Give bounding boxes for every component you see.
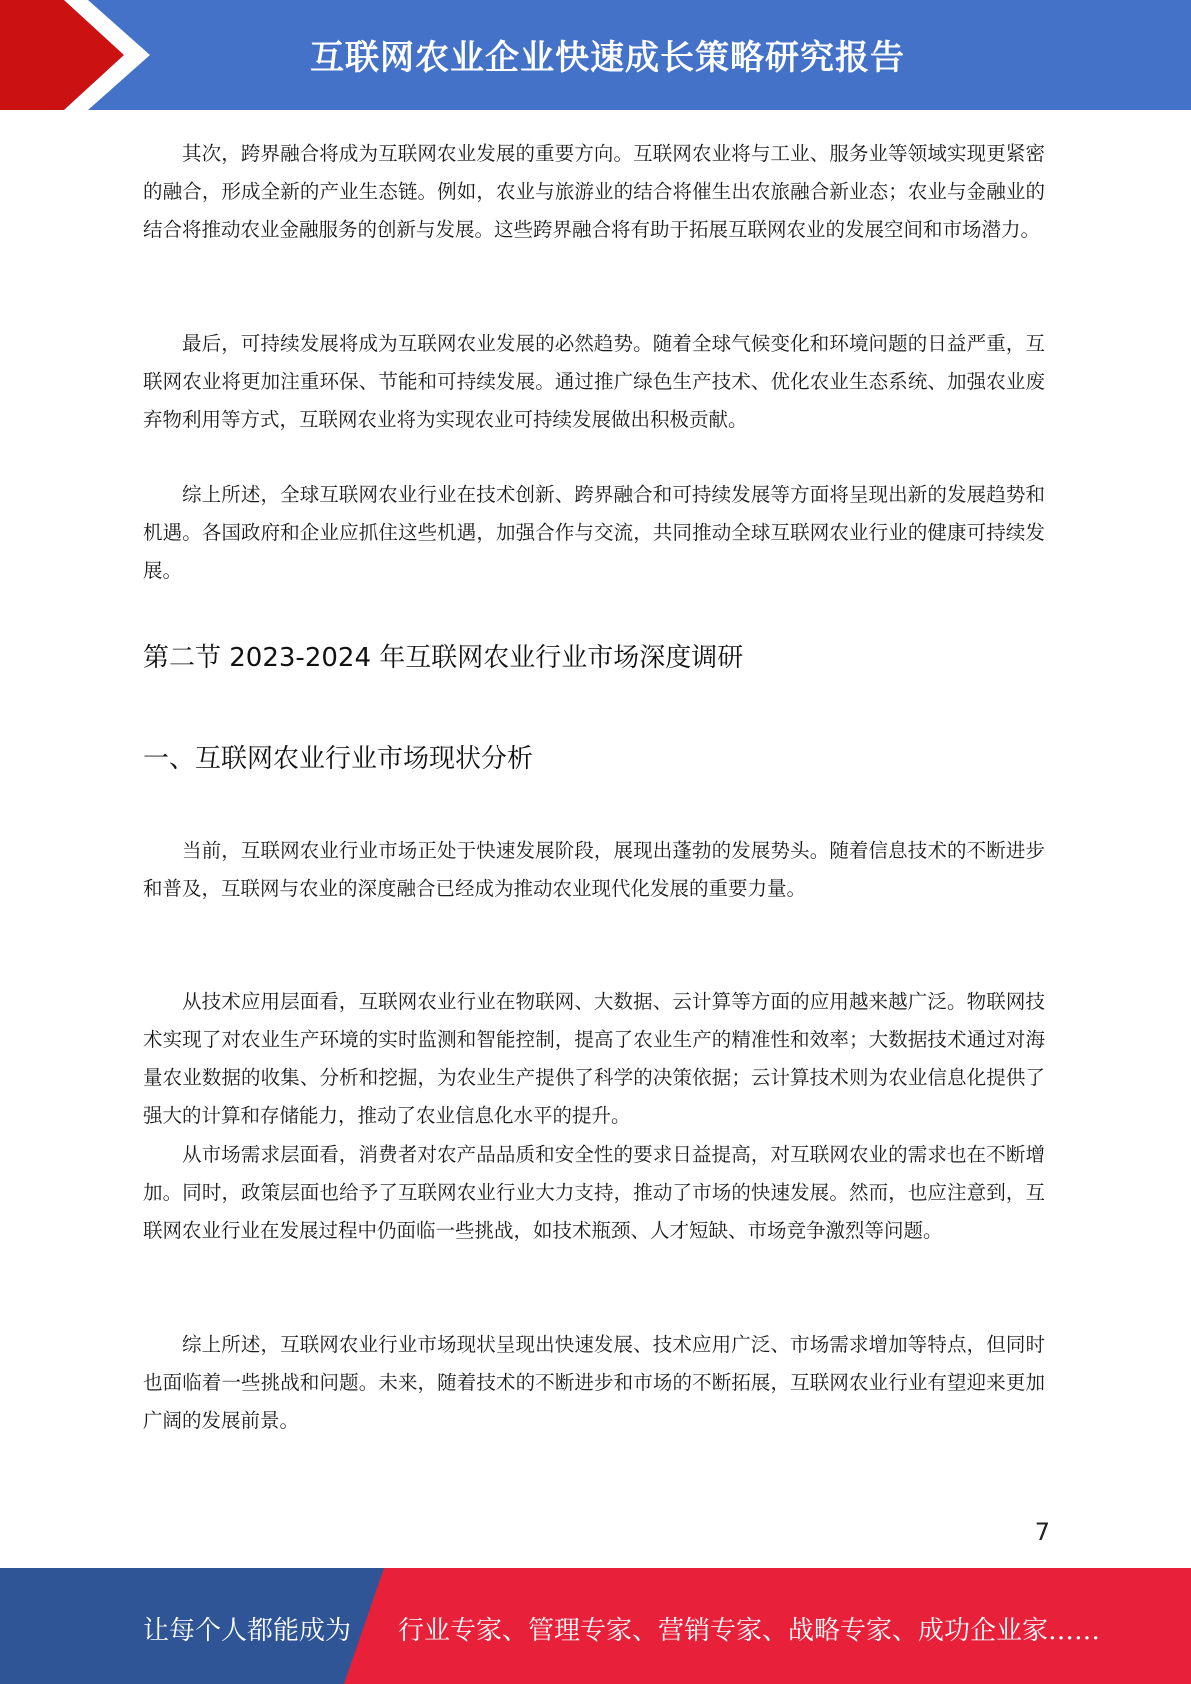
subsection-heading: 一、互联网农业行业市场现状分析 <box>143 744 534 774</box>
paragraph-current-market: 当前，互联网农业行业市场正处于快速发展阶段，展现出蓬勃的发展势头。随着信息技术的不断进步和普及，互联网与农业的深度融合已经成为推动农业现代化发展的重要力量。 <box>143 839 1045 900</box>
report-title: 互联网农业企业快速成长策略研究报告 <box>310 38 905 78</box>
paragraph-sustainability: 最后，可持续发展将成为互联网农业发展的必然趋势。随着全球气候变化和环境问题的日益严重，互联网农业将更加注重环保、节能和可持续发展。通过推广绿色生产技术、优化农业生态系统、加强农业废弃物利用等方式，互联网农业将为实现农业可持续发展做出积极贡献。 <box>143 332 1045 431</box>
footer-slogan-left: 让每个人都能成为 <box>143 1616 352 1646</box>
section-heading: 第二节 2023-2024 年互联网农业行业市场深度调研 <box>143 643 744 673</box>
page-header <box>0 0 1191 110</box>
footer-slogan-right: 行业专家、管理专家、营销专家、战略专家、成功企业家…… <box>398 1616 1101 1646</box>
paragraph-cross-industry: 其次，跨界融合将成为互联网农业发展的重要方向。互联网农业将与工业、服务业等领域实现更紧密的融合，形成全新的产业生态链。例如，农业与旅游业的结合将催生出农旅融合新业态；农业与金融业的结合将推动农业金融服务的创新与发展。这些跨界融合将有助于拓展互联网农业的发展空间和市场潜力。 <box>143 142 1045 241</box>
paragraph-global-summary: 综上所述，全球互联网农业行业在技术创新、跨界融合和可持续发展等方面将呈现出新的发展趋势和机遇。各国政府和企业应抓住这些机遇，加强合作与交流，共同推动全球互联网农业行业的健康可持续发展。 <box>143 483 1045 582</box>
paragraph-demand: 从市场需求层面看，消费者对农产品品质和安全性的要求日益提高，对互联网农业的需求也在不断增加。同时，政策层面也给予了互联网农业行业大力支持，推动了市场的快速发展。然而，也应注意到，互联网农业行业在发展过程中仍面临一些挑战，如技术瓶颈、人才短缺、市场竞争激烈等问题。 <box>143 1143 1045 1242</box>
page-number: 7 <box>1034 1518 1050 1546</box>
paragraph-technology: 从技术应用层面看，互联网农业行业在物联网、大数据、云计算等方面的应用越来越广泛。物联网技术实现了对农业生产环境的实时监测和智能控制，提高了农业生产的精准性和效率；大数据技术通过对海量农业数据的收集、分析和挖掘，为农业生产提供了科学的决策依据；云计算技术则为农业信息化提供了强大的计算和存储能力，推动了农业信息化水平的提升。 <box>143 990 1045 1127</box>
paragraph-market-summary: 综上所述，互联网农业行业市场现状呈现出快速发展、技术应用广泛、市场需求增加等特点，但同时也面临着一些挑战和问题。未来，随着技术的不断进步和市场的不断拓展，互联网农业行业有望迎来更加广阔的发展前景。 <box>143 1333 1045 1432</box>
page-footer <box>0 1568 1191 1684</box>
